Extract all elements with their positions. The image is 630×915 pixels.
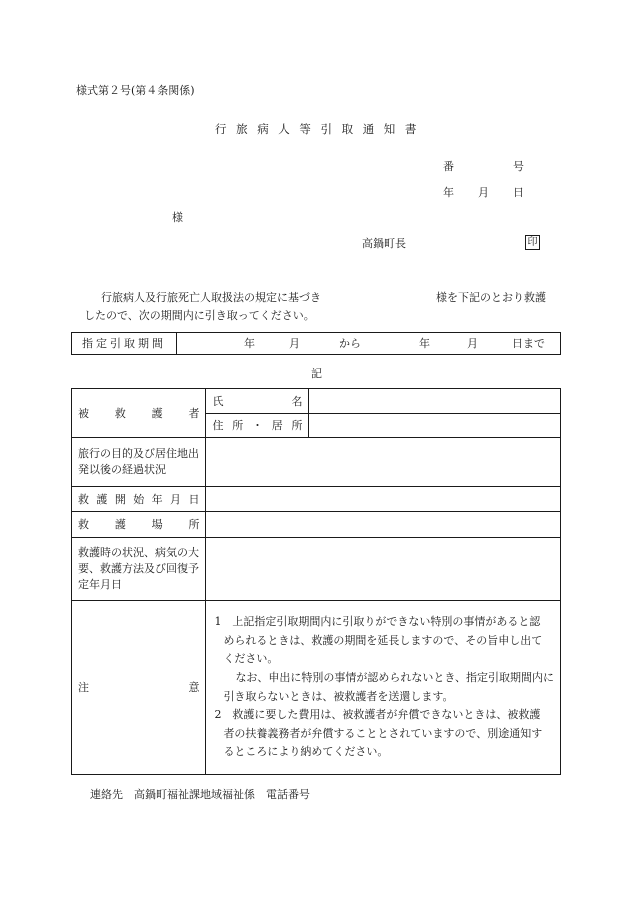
document-title: 行旅病人等引取通知書 [215, 122, 426, 136]
address-value [309, 414, 561, 438]
address-label: 住 所 ・ 居 所 [212, 419, 303, 432]
notes-content [206, 601, 561, 775]
pickup-period-table [71, 332, 561, 355]
notes-label-cell [72, 601, 206, 775]
note-line: 1 上記指定引取期間内に引取りができない特別の事情があると認 [214, 615, 541, 629]
pickup-period-label: 指定引取期間 [72, 333, 177, 355]
note-line: るところにより納めてください。 [223, 745, 389, 759]
period-year2: 年 [419, 337, 430, 350]
name-value [309, 389, 561, 414]
start-date-label-cell [72, 487, 206, 512]
date-day-label: 日 [513, 186, 524, 199]
period-until: 日まで [512, 337, 545, 350]
details-table [71, 388, 561, 775]
issuer-name: 高鍋町長 [362, 237, 406, 250]
place-value [206, 512, 561, 538]
start-date-value [206, 487, 561, 512]
date-year-label: 年 [443, 186, 454, 199]
document-number-label: 番 [443, 160, 454, 173]
condition-label: 救護時の状況、病気の大要、救護方法及び回復予定年月日 [72, 538, 206, 601]
addressee-suffix: 様 [172, 211, 183, 224]
note-line: ください。 [223, 652, 279, 666]
document-number-unit: 号 [513, 160, 524, 173]
period-month1: 月 [289, 337, 300, 350]
protected-person-label: 被 救 護 者 [78, 406, 200, 420]
contact-info: 連絡先 高鍋町福祉課地域福祉係 電話番号 [90, 788, 310, 801]
protected-person-label-cell [72, 389, 206, 438]
place-label-cell [72, 512, 206, 538]
name-label: 氏 名 [212, 394, 303, 408]
period-year1: 年 [244, 337, 255, 350]
start-date-label: 救 護 開 始 年 月 日 [78, 492, 200, 506]
note-line: められるときは、救護の期間を延長しますので、その旨申し出て [223, 633, 543, 647]
note-line: 引き取らないときは、被救護者を送還します。 [223, 689, 454, 703]
body-text-line2: したので、次の期間内に引き取ってください。 [84, 309, 315, 322]
note-line: なお、申出に特別の事情が認められないとき、指定引取期間内に [235, 670, 554, 684]
name-label-cell [206, 389, 309, 414]
period-from: から [339, 337, 361, 350]
date-month-label: 月 [478, 186, 489, 199]
travel-status-value [206, 438, 561, 487]
address-label-cell [206, 414, 309, 438]
period-month2: 月 [467, 337, 478, 350]
form-number: 様式第２号(第４条関係) [76, 84, 195, 97]
place-label: 救 護 場 所 [78, 518, 200, 531]
body-text-line1-part1: 行旅病人及行旅死亡人取扱法の規定に基づき [101, 291, 321, 304]
ki-heading: 記 [311, 367, 322, 380]
note-line: 2 救護に要した費用は、被救護者が弁償できないときは、被救護 [214, 708, 541, 722]
body-text-line1-part2: 様を下記のとおり救護 [436, 291, 546, 304]
condition-value [206, 538, 561, 601]
notes-label: 注 意 [78, 681, 200, 694]
seal-mark: 印 [525, 235, 540, 250]
note-line: 者の扶養義務者が弁償することとされていますので、別途通知す [223, 726, 543, 740]
pickup-period-value [177, 333, 561, 355]
travel-status-label: 旅行の目的及び居住地出発以後の経過状況 [72, 438, 206, 487]
